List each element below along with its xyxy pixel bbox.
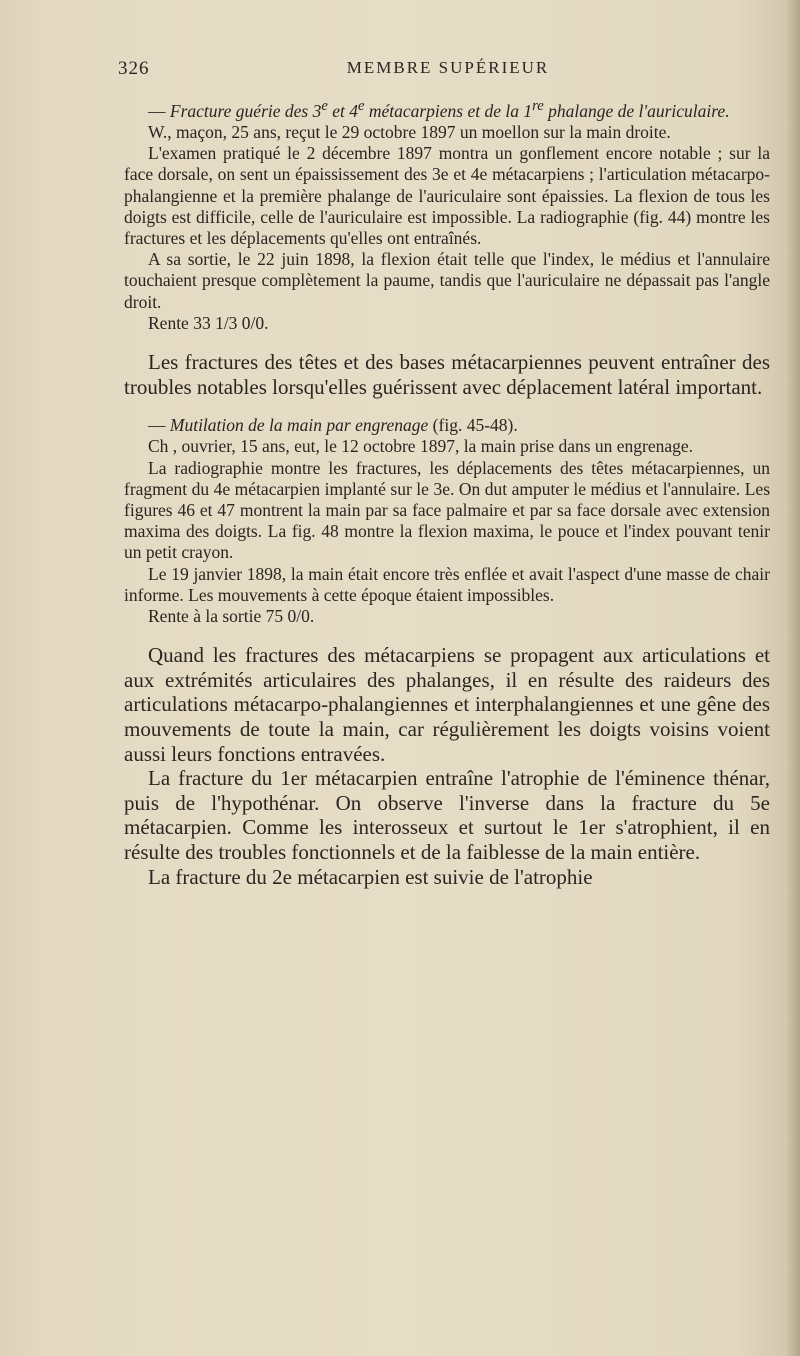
case1-paragraph-3: A sa sortie, le 22 juin 1898, la flexion était telle que l'index, le médius et l'annulaire touchaient presque complètement la paume, tandis que l'auriculaire ne dépassait pas l'angle droit. <box>124 249 770 312</box>
page-body <box>124 96 770 889</box>
case2-paragraph-1: Ch , ouvrier, 15 ans, eut, le 12 octobre 1897, la main prise dans un engrenage. <box>148 436 694 457</box>
page-edge-shadow <box>786 0 800 1356</box>
case-title-1: — Fracture guérie des 3e et 4e métacarpiens et de la 1re phalange de l'auriculaire. <box>148 98 730 121</box>
case2-paragraph-3: Le 19 janvier 1898, la main était encore très enflée et avait l'aspect d'une masse de chair informe. Les mouvements à cette époque étaient impossibles. <box>124 563 770 605</box>
case1-paragraph-1: W., maçon, 25 ans, reçut le 29 octobre 1897 un moellon sur la main droite. <box>148 122 671 143</box>
page-number: 326 <box>118 58 150 79</box>
running-title: MEMBRE SUPÉRIEUR <box>346 58 550 77</box>
paragraph-fractures-tetes: Les fractures des têtes et des bases métacarpiennes peuvent entraîner des troubles notables lorsqu'elles guérissent avec déplacement latéral important. <box>124 350 770 399</box>
paragraph-last-line: La fracture du 2e métacarpien est suivie de l'atrophie <box>148 864 593 889</box>
case-title-2: — Mutilation de la main par engrenage (fig. 45-48). <box>148 415 518 436</box>
case2-paragraph-4: Rente à la sortie 75 0/0. <box>148 606 315 627</box>
case1-paragraph-4: Rente 33 1/3 0/0. <box>148 312 269 333</box>
case1-paragraph-2: L'examen pratiqué le 2 décembre 1897 montra un gonflement encore notable ; sur la face dorsale, on sent un épaississement des 3e et 4e métacarpiens ; l'articulation métacarpo-phalangienne et la première phalange de l'auriculaire sont épaissies. La flexion de tous les doigts est difficile, celle de l'auriculaire est impossible. La radiographie (fig. 44) montre les fractures et les déplacements qu'elles ont entraînés. <box>124 143 770 249</box>
page-header <box>118 58 778 86</box>
paragraph-propagation: Quand les fractures des métacarpiens se propagent aux articulations et aux extrémités articulaires des phalanges, il en résulte des raideurs des articulations métacarpo-phalangiennes et interphalangiennes et une gêne des mouvements de toute la main, car régulièrement les doigts voisins voient aussi leurs fonctions entravées. <box>124 643 770 766</box>
paragraph-atrophie: La fracture du 1er métacarpien entraîne l'atrophie de l'éminence thénar, puis de l'hypothénar. On observe l'inverse dans la fracture du 5e métacarpien. Comme les interosseux et surtout le 1er s'atrophient, il en résulte des troubles fonctionnels et de la faiblesse de la main entière. <box>124 766 770 865</box>
case2-paragraph-2: La radiographie montre les fractures, les déplacements des têtes métacarpiennes, un fragment du 4e métacarpien implanté sur le 3e. On dut amputer le médius et l'annulaire. Les figures 46 et 47 montrent la main par sa face palmaire et par sa face dorsale avec extension maxima des doigts. La fig. 48 montre la flexion maxima, le pouce et l'index pouvant tenir un petit crayon. <box>124 457 770 563</box>
